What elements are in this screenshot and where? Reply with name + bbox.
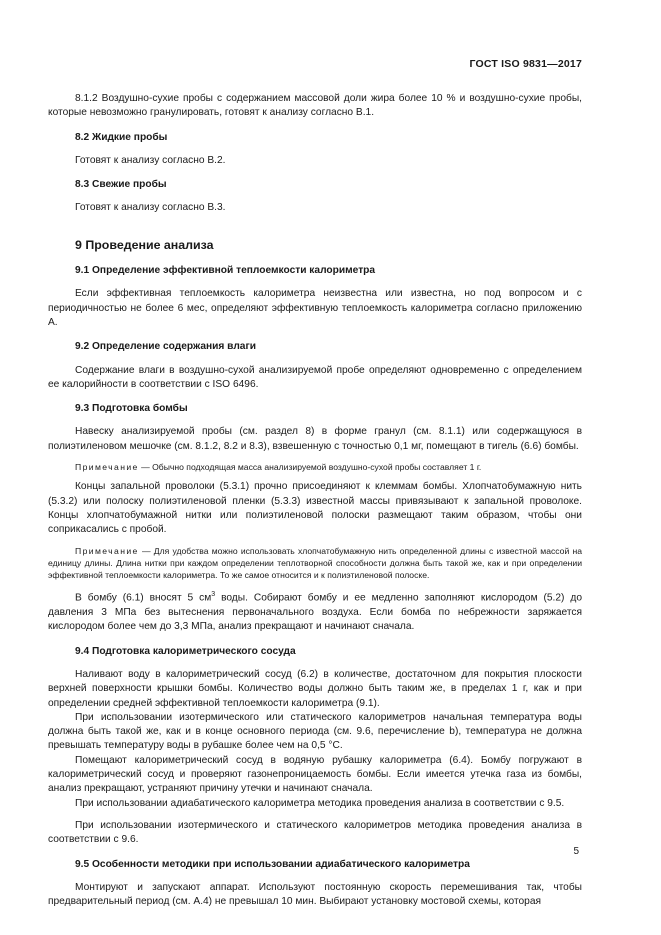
paragraph-9-3-a: Навеску анализируемой пробы (см. раздел 8) в форме гранул (см. 8.1.1) или содержащуюся в полиэтиленовом мешочке (см. 8.1.2, 8.2 и 8.3), взвешенную с точностью 0,1 мг, помещают в тигель (6.6) бомбы. xyxy=(48,426,582,452)
paragraph-8-2: Готовят к анализу согласно В.2. xyxy=(75,154,226,166)
note-label: Примечание xyxy=(75,462,139,473)
paragraph-8-1-2: 8.1.2 Воздушно-сухие пробы с содержанием массовой доли жира более 10 % и воздушно-сухие пробы, которые невозможно гранулировать, готовят к анализу согласно В.1. xyxy=(48,93,582,119)
superscript-3: 3 xyxy=(211,591,216,599)
note-1 xyxy=(48,461,582,473)
paragraph-9-3-c-start: В бомбу (6.1) вносят 5 см xyxy=(75,592,212,604)
note-2-text: — Для удобства можно использовать хлопчатобумажную нить определенной длины с известной массой на единицу длины. Длина нитки при каждом определении теплотворной способности должна быть такой же, как и при определении эффективной теплоемкости калориметра. То же самое относится и к полиэтиленовой полоске. xyxy=(48,545,582,581)
paragraph-9-4-a: Наливают воду в калориметрический сосуд (6.2) в количестве, достаточном для покрытия плоскости верхней поверхности крышки бомбы. Количество воды должно быть таким же, в пределах 1 г, как и при определении средней эффективной теплоемкости калориметра (9.1). xyxy=(48,669,582,709)
paragraph-9-4-e: При использовании изотермического и статического калориметров методика проведения анализа в соответствии с 9.6. xyxy=(48,819,582,846)
paragraph-9-2: Содержание влаги в воздушно-сухой анализируемой пробе определяют одновременно с определением ее калорийности в соответствии с ISO 6496. xyxy=(48,364,582,390)
note-label: Примечание xyxy=(75,545,139,556)
page-body xyxy=(48,92,582,909)
paragraph-9-1: Если эффективная теплоемкость калориметра неизвестна или известна, но под вопросом и с периодичностью не более 6 мес, определяют эффективную теплоемкость калориметра согласно приложению А. xyxy=(48,288,582,328)
note-2 xyxy=(48,545,582,582)
paragraph-9-4-b: При использовании изотермического или статического калориметров начальная температура воды должна быть такой же, как и в конце основного периода (см. 9.6, перечисление b), температура не должна превышать температуру воды в рубашке более чем на 0,5 °С. xyxy=(48,711,582,752)
document-code: ГОСТ ISO 9831—2017 xyxy=(469,58,582,70)
section-heading-9: 9 Проведение анализа xyxy=(75,237,214,252)
heading-9-2: 9.2 Определение содержания влаги xyxy=(75,341,256,353)
note-1-text: — Обычно подходящая масса анализируемой воздушно-сухой пробы составляет 1 г. xyxy=(138,462,482,473)
paragraph-9-4-d: При использовании адиабатического калориметра методика проведения анализа в соответствии с 9.5. xyxy=(75,797,565,809)
heading-9-5: 9.5 Особенности методики при использовании адиабатического калориметра xyxy=(75,858,470,870)
paragraph-9-3-c xyxy=(48,588,582,634)
paragraph-9-5: Монтируют и запускают аппарат. Используют постоянную скорость перемешивания так, чтобы предварительный период (см. А.4) не превышал 10 мин. Выбирают установку мостовой схемы, которая xyxy=(48,881,582,908)
paragraph-9-3-b: Концы запальной проволоки (5.3.1) прочно присоединяют к клеммам бомбы. Хлопчатобумажную нить (5.3.2) или полоску полиэтиленовой пленки (5.3.3) известной массы привязывают к запальной проволоке. Концы хлопчатобумажной нитки или полиэтиленовой полоски размещают таким образом, чтобы они соприкасались с пробой. xyxy=(48,481,582,536)
heading-9-3: 9.3 Подготовка бомбы xyxy=(75,403,188,415)
paragraph-8-3: Готовят к анализу согласно В.3. xyxy=(75,202,226,214)
heading-8-3: 8.3 Свежие пробы xyxy=(75,179,167,191)
heading-9-1: 9.1 Определение эффективной теплоемкости калориметра xyxy=(75,265,376,277)
heading-8-2: 8.2 Жидкие пробы xyxy=(75,131,168,143)
page-number: 5 xyxy=(573,846,579,857)
paragraph-9-4-c: Помещают калориметрический сосуд в водяную рубашку калориметра (6.4). Бомбу погружают в калориметрический сосуд и проверяют газонепроницаемость бомбы. Если имеется утечка газа из бомбы, анализ прекращают, устраняют причину утечки и начинают сначала. xyxy=(48,754,582,795)
paragraph-9-3-c-end: воды. Собирают бомбу и ее медленно заполняют кислородом (5.2) до давления 3 МПа без вытеснения первоначального воздуха. Если бомба по небрежности заряжается кислородом более чем до 3,3 МПа, анализ прекращают и начинают сначала. xyxy=(48,592,582,633)
heading-9-4: 9.4 Подготовка калориметрического сосуда xyxy=(75,645,296,657)
